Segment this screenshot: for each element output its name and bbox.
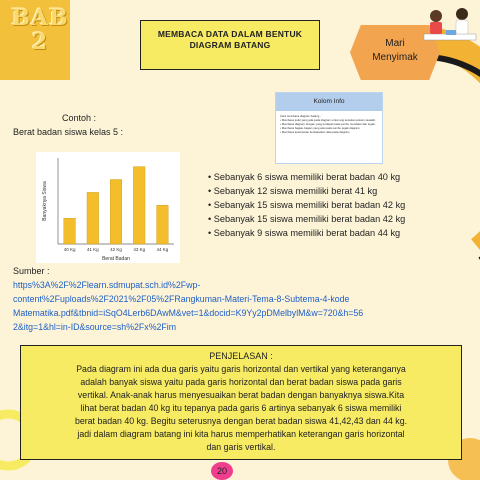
source-label: Sumber : (13, 266, 50, 276)
chart-title: Berat badan siswa kelas 5 : (13, 127, 124, 137)
explanation-line: lihat berat badan 40 kg itu tepanya pada garis 6 artinya sebanyak 6 siswa memiliki (80, 403, 402, 413)
bar-chart-svg (36, 152, 180, 263)
chart-bar (64, 218, 76, 244)
info-box-line: Cara membaca diagram batang : (280, 114, 321, 118)
summary-item: • Sebanyak 12 siswa memiliki berat 41 kg (208, 186, 378, 196)
y-axis-label: Banyaknya Siswa (42, 181, 48, 221)
chapter-badge-text (10, 6, 70, 54)
source-link[interactable]: 2&itg=1&hl=in-ID&source=sh%2Fx%2Fim (13, 322, 177, 332)
source-link[interactable]: content%2Fuploads%2F2021%2F05%2FRangkuman-Materi-Tema-8-Subtema-4-kode (13, 294, 350, 304)
summary-item: • Sebanyak 6 siswa memiliki berat badan 40 kg (208, 172, 401, 182)
explanation-line: berat badan 40 kg. Begitu seterusnya dengan berat badan siswa 41,42,43 dan 44 kg. (74, 416, 408, 426)
section-tag-line-1: Mari (385, 38, 405, 49)
black-arc (395, 57, 480, 260)
info-box-line: • Membaca kesimpulan berdasarkan data pada diagram. (280, 130, 351, 134)
example-label: Contoh : (62, 113, 97, 123)
info-box-body (276, 111, 382, 137)
bar-chart (36, 152, 180, 263)
x-tick-label: 44 Kg (156, 247, 169, 252)
chart-bar (110, 180, 122, 245)
source-link[interactable]: Matematika.pdf&tbnid=iSqO4Lerb6DAwM&vet=1&docid=K9Yy2pDMelbylM&w=720&h=56 (13, 308, 364, 318)
explanation-line: adalah banyak siswa yaitu pada garis horizontal dan berat badan siswa pada garis (80, 377, 402, 387)
chapter-label: BAB (11, 5, 69, 31)
info-box-line: • Membaca judul yang ada pada diagram untuk ang tentukan pokok masalah. (280, 118, 376, 122)
page-title-line-2: DIAGRAM BATANG (189, 40, 271, 50)
info-box-heading: Kolom Info (276, 93, 382, 111)
x-axis-label: Berat Badan (102, 256, 130, 262)
section-tag-line-2: Menyimak (372, 52, 418, 63)
explanation-line: dan garis vertikal. (206, 442, 276, 452)
x-tick-label: 43 Kg (133, 247, 146, 252)
explanation-line: vertikal. Anak-anak harus menyesuaikan berat badan dengan banyaknya siswa.Kita (77, 390, 405, 400)
explanation-line: jadi dalam diagram batang ini kita harus memperhatikan keterangan garis horizontal (77, 429, 405, 439)
chapter-number: 2 (31, 29, 49, 55)
explanation-line: Pada diagram ini ada dua garis yaitu garis horizontal dan vertikal yang keteranganya (76, 364, 406, 374)
page-title-line-1: MEMBACA DATA DALAM BENTUK (157, 29, 303, 39)
page-number: 20 (211, 462, 233, 480)
chart-bar (157, 205, 169, 244)
x-tick-label: 41 Kg (86, 247, 99, 252)
summary-item: • Sebanyak 9 siswa memiliki berat badan 44 kg (208, 228, 401, 238)
info-box (275, 92, 383, 164)
source-link[interactable]: https%3A%2F%2Flearn.sdmupat.sch.id%2Fwp- (13, 280, 201, 290)
summary-item: • Sebanyak 15 siswa memiliki berat badan 42 kg (208, 214, 406, 224)
explanation-box (20, 345, 462, 460)
page-title-box (140, 20, 320, 70)
info-box-line: • Membaca bagian-bagian yang ada pada sumbu tegak diagram. (280, 126, 361, 130)
students-illustration (420, 0, 480, 55)
info-box-line: • Membaca diagram dengan yang terdapat pada sumbu mendatar dan tegak. (280, 122, 376, 126)
summary-item: • Sebanyak 15 siswa memiliki berat badan 42 kg (208, 200, 406, 210)
chart-bar (133, 167, 145, 244)
chart-bar (87, 192, 99, 244)
chapter-badge (0, 0, 70, 80)
explanation-title: PENJELASAN : (209, 351, 273, 361)
x-tick-label: 40 Kg (63, 247, 76, 252)
x-tick-label: 42 Kg (110, 247, 122, 252)
